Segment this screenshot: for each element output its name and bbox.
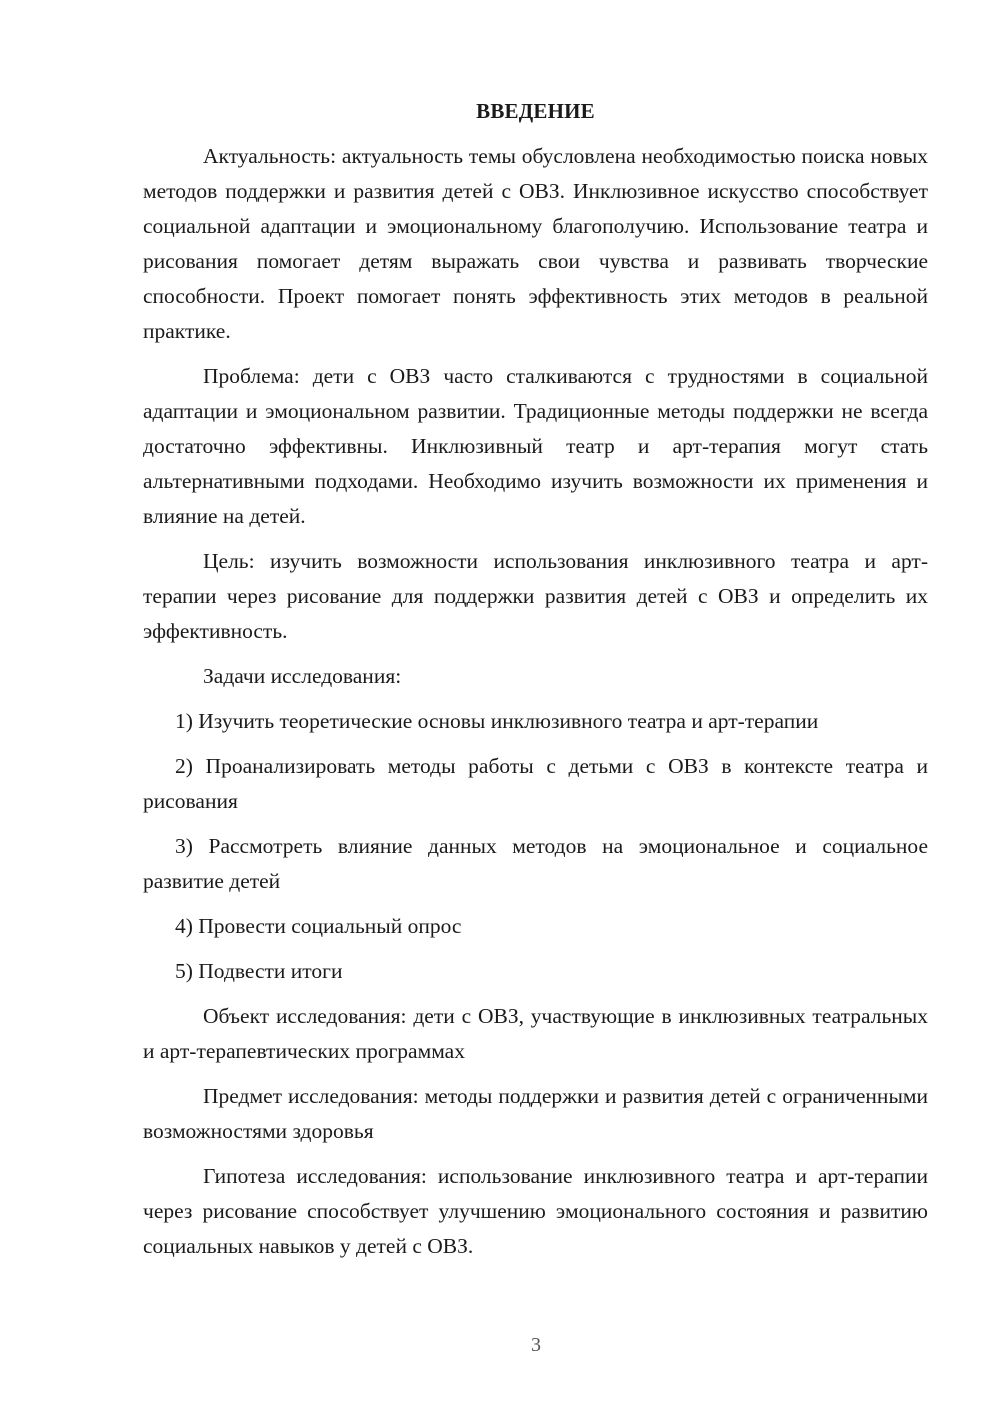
- task-item-1: 1) Изучить теоретические основы инклюзивного театра и арт-терапии: [175, 709, 819, 733]
- relevance-paragraph: Актуальность: актуальность темы обусловлена необходимостью поиска новых методов поддержки и развития детей с ОВЗ. Инклюзивное искусство способствует социальной адаптации и эмоциональному благополучию. Использование театра и рисования помогает детям выражать свои чувства и развивать творческие способности. Проект помогает понять эффективность этих методов в реальной практике.: [143, 144, 928, 343]
- subject-paragraph: Предмет исследования: методы поддержки и развития детей с ограниченными возможностями здоровья: [143, 1084, 928, 1143]
- page-heading: ВВЕДЕНИЕ: [476, 99, 595, 123]
- object-paragraph: Объект исследования: дети с ОВЗ, участвующие в инклюзивных театральных и арт-терапевтических программах: [143, 1004, 928, 1063]
- problem-paragraph: Проблема: дети с ОВЗ часто сталкиваются с трудностями в социальной адаптации и эмоциональном развитии. Традиционные методы поддержки не всегда достаточно эффективны. Инклюзивный театр и арт-терапия могут стать альтернативными подходами. Необходимо изучить возможности их применения и влияние на детей.: [143, 364, 928, 528]
- goal-paragraph: Цель: изучить возможности использования инклюзивного театра и арт-терапии через рисование для поддержки развития детей с ОВЗ и определить их эффективность.: [143, 549, 928, 643]
- page-content: [143, 94, 928, 1274]
- task-item-5: 5) Подвести итоги: [175, 959, 343, 983]
- task-item-4: 4) Провести социальный опрос: [175, 914, 462, 938]
- hypothesis-paragraph: Гипотеза исследования: использование инклюзивного театра и арт-терапии через рисование способствует улучшению эмоционального состояния и развитию социальных навыков у детей с ОВЗ.: [143, 1164, 928, 1258]
- task-item-3: 3) Рассмотреть влияние данных методов на эмоциональное и социальное развитие детей: [143, 834, 928, 893]
- tasks-title: Задачи исследования:: [203, 664, 402, 688]
- task-item-2: 2) Проанализировать методы работы с детьми с ОВЗ в контексте театра и рисования: [143, 754, 928, 813]
- page-number: 3: [531, 1334, 541, 1356]
